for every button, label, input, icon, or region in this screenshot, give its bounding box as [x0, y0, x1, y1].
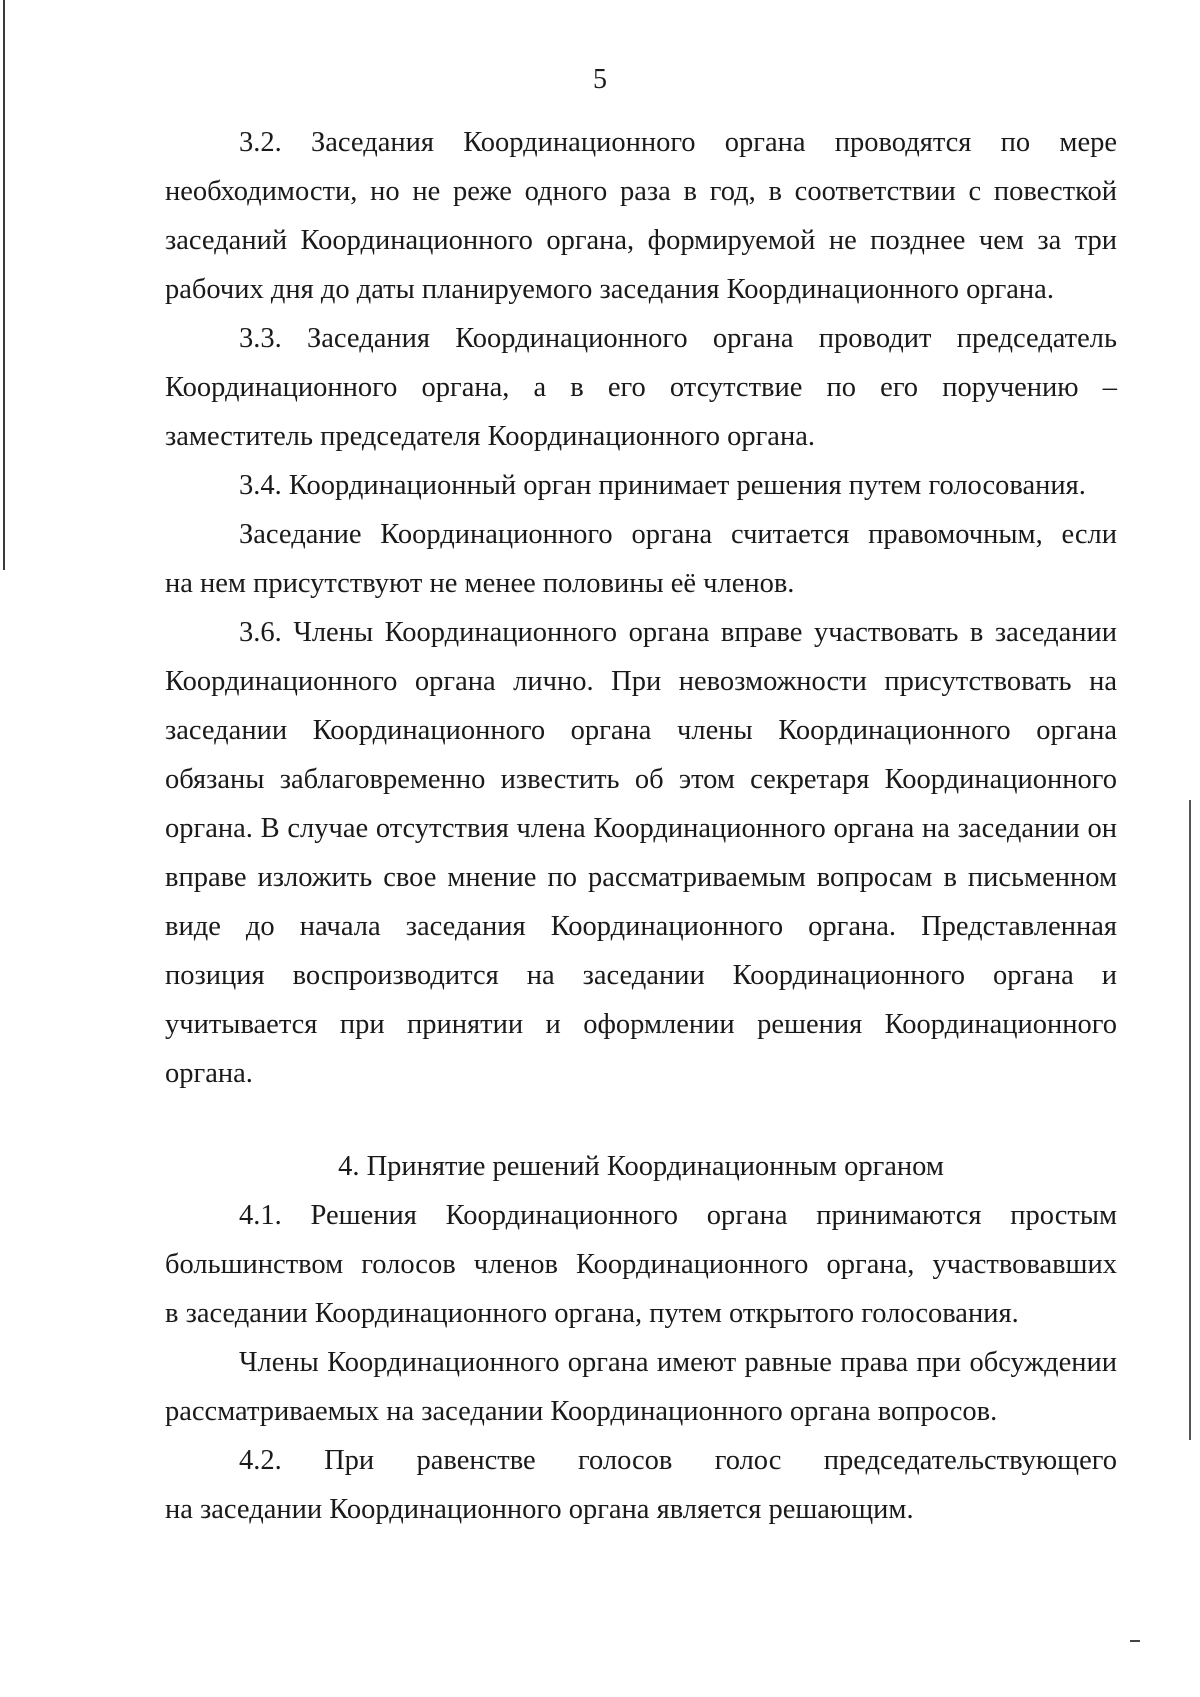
text-line: Заседание Координационного органа считается правомочным, если	[239, 519, 1117, 550]
page-number: 5	[593, 64, 607, 95]
text-line: органа.	[165, 1058, 253, 1089]
text-line: органа. В случае отсутствия члена Координационного органа на заседании он	[165, 813, 1117, 844]
text-line: 4.1. Решения Координационного органа принимаются простым	[239, 1200, 1117, 1231]
text-line: 3.4. Координационный орган принимает решения путем голосования.	[239, 470, 1086, 501]
text-line: заседании Координационного органа члены Координационного органа	[165, 715, 1117, 746]
text-line: 3.2. Заседания Координационного органа проводятся по мере	[239, 127, 1117, 158]
section-heading: 4. Принятие решений Координационным органом	[338, 1151, 944, 1182]
text-line: рассматриваемых на заседании Координационного органа вопросов.	[165, 1396, 998, 1427]
paragraph-3-2	[165, 118, 1117, 314]
document-body	[165, 118, 1117, 1534]
text-line: заседаний Координационного органа, формируемой не позднее чем за три	[165, 225, 1117, 256]
text-line: необходимости, но не реже одного раза в год, в соответствии с повесткой	[165, 176, 1117, 207]
text-line: рабочих дня до даты планируемого заседания Координационного органа.	[165, 274, 1054, 305]
paragraph-4-1	[165, 1191, 1117, 1338]
text-line: заместитель председателя Координационного органа.	[165, 421, 815, 452]
paragraph-3-3	[165, 314, 1117, 461]
text-line: большинством голосов членов Координационного органа, участвовавших	[165, 1249, 1117, 1280]
scan-mark	[1130, 1640, 1140, 1642]
text-line: Координационного органа лично. При невозможности присутствовать на	[165, 666, 1117, 697]
text-line: вправе изложить свое мнение по рассматриваемым вопросам в письменном	[165, 862, 1117, 893]
paragraph-equal-rights	[165, 1338, 1117, 1436]
text-line: 3.3. Заседания Координационного органа проводит председатель	[239, 323, 1117, 354]
text-line: виде до начала заседания Координационного органа. Представленная	[165, 911, 1117, 942]
text-line: обязаны заблаговременно известить об этом секретаря Координационного	[165, 764, 1117, 795]
text-line: на заседании Координационного органа является решающим.	[165, 1494, 914, 1525]
text-line: 4.2. При равенстве голосов голос председательствующего	[239, 1445, 1117, 1476]
text-line: 3.6. Члены Координационного органа вправе участвовать в заседании	[239, 617, 1117, 648]
text-line: Члены Координационного органа имеют равные права при обсуждении	[239, 1347, 1117, 1378]
text-line: Координационного органа, а в его отсутствие по его поручению –	[165, 372, 1117, 403]
paragraph-3-6	[165, 608, 1117, 1098]
text-line: позиция воспроизводится на заседании Координационного органа и	[165, 960, 1117, 991]
paragraph-3-4	[165, 461, 1117, 510]
scan-edge-line-right	[1189, 800, 1191, 1440]
paragraph-quorum	[165, 510, 1117, 608]
text-line: в заседании Координационного органа, путем открытого голосования.	[165, 1298, 1019, 1329]
text-line: учитывается при принятии и оформлении решения Координационного	[165, 1009, 1117, 1040]
text-line: на нем присутствуют не менее половины её членов.	[165, 568, 795, 599]
paragraph-4-2	[165, 1436, 1117, 1534]
